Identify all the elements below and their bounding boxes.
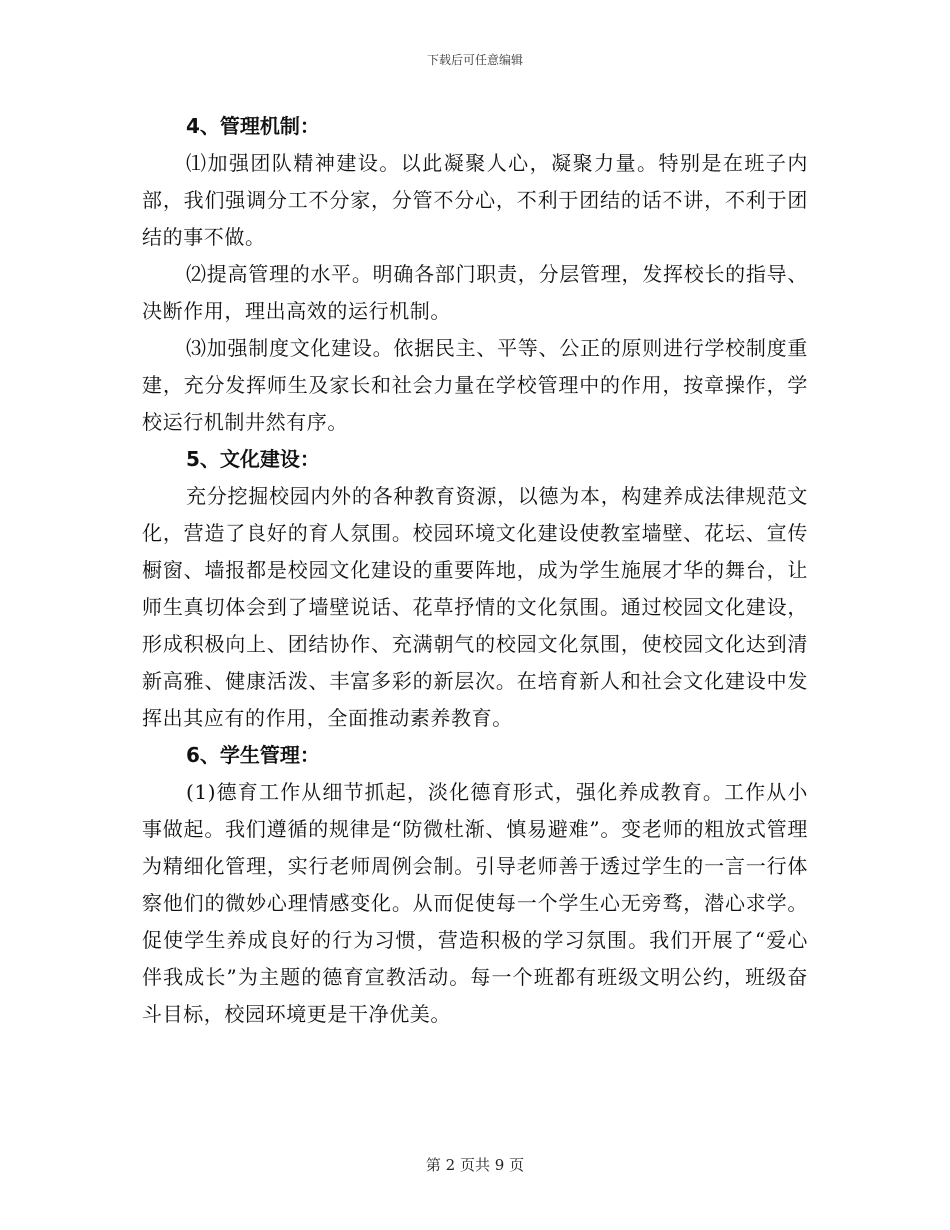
page-header: 下载后可任意编辑 — [426, 53, 523, 67]
paragraph: ⑵提高管理的水平。明确各部门职责，分层管理，发挥校长的指导、决断作用，理出高效的运行机制。 — [142, 262, 808, 323]
paragraph: (1)德育工作从细节抓起，淡化德育形式，强化养成教育。工作从小事做起。我们遵循的规律是“防微杜渐、慎易避难”。变老师的粗放式管理为精细化管理，实行老师周例会制。引导老师善于透过学生的一言一行体察他们的微妙心理情感变化。从而促使每一个学生心无旁骛，潜心求学。促使学生养成良好的行为习惯，营造积极的学习氛围。我们开展了“爱心伴我成长”为主题的德育宣教活动。每一个班都有班级文明公约，班级奋斗目标，校园环境更是干净优美。 — [142, 780, 808, 1026]
section-culture-building — [142, 441, 808, 737]
section-heading: 4、管理机制： — [186, 114, 320, 138]
paragraph: 充分挖掘校园内外的各种教育资源，以德为本，构建养成法律规范文化，营造了良好的育人氛围。校园环境文化建设使教室墙壁、花坛、宣传橱窗、墙报都是校园文化建设的重要阵地，成为学生施展才华的舞台，让师生真切体会到了墙壁说话、花草抒情的文化氛围。通过校园文化建设，形成积极向上、团结协作、充满朝气的校园文化氛围，使校园文化达到清新高雅、健康活泼、丰富多彩的新层次。在培育新人和社会文化建设中发挥出其应有的作用，全面推动素养教育。 — [142, 484, 808, 730]
section-heading: 5、文化建设： — [186, 447, 320, 471]
document-body — [142, 108, 808, 1033]
section-student-management — [142, 737, 808, 1033]
section-heading: 6、学生管理： — [186, 743, 320, 767]
paragraph: ⑶加强制度文化建设。依据民主、平等、公正的原则进行学校制度重建，充分发挥师生及家长和社会力量在学校管理中的作用，按章操作，学校运行机制井然有序。 — [142, 336, 808, 434]
section-management-mechanism — [142, 108, 808, 441]
paragraph: ⑴加强团队精神建设。以此凝聚人心，凝聚力量。特别是在班子内部，我们强调分工不分家，分管不分心，不利于团结的话不讲，不利于团结的事不做。 — [142, 151, 808, 249]
page-number: 第 2 页共 9 页 — [425, 1156, 525, 1174]
